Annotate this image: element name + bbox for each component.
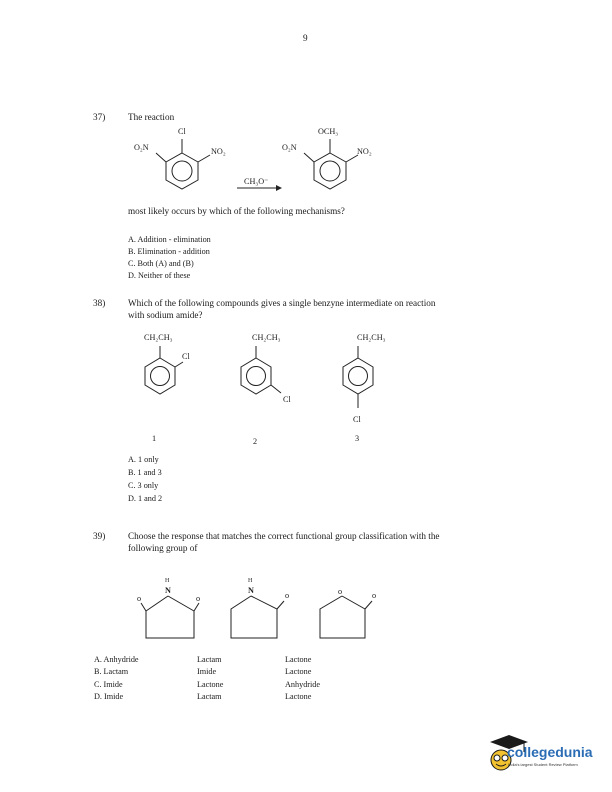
q38-option-d: D. 1 and 2 (128, 494, 163, 503)
q39-answer-c-col1: C. Imide (94, 680, 123, 689)
q39-structure-1-n: N (165, 586, 171, 595)
q37-reactant-o2n: O₂N (134, 143, 149, 152)
q37-reagent: CH₃O⁻ (244, 177, 269, 186)
q39-structure-1-h: H (165, 578, 170, 584)
q39-answer-a-col3: Lactone (285, 655, 312, 664)
q37-option-c: C. Both (A) and (B) (128, 259, 194, 268)
q39-answer-b-col2: Imide (197, 667, 217, 676)
q39-answer-a-col1: A. Anhydride (94, 655, 139, 664)
q38-compound-3-group: CH₂CH₃ (357, 333, 386, 342)
q39-structure-1-o-left: o (137, 594, 142, 603)
q38-option-b: B. 1 and 3 (128, 468, 162, 477)
q39-answer-b-col3: Lactone (285, 667, 312, 676)
q37-product-o2n: O₂N (282, 143, 297, 152)
q39-answer-b-col1: B. Lactam (94, 667, 129, 676)
q37-option-b: B. Elimination - addition (128, 247, 210, 256)
q39-answer-a-col2: Lactam (197, 655, 222, 664)
q37-number: 37) (93, 112, 106, 122)
q39-structure-2-o: o (285, 591, 290, 600)
q37-reactant-cl: Cl (178, 127, 186, 136)
q39-number: 39) (93, 531, 106, 541)
q38-compound-1-cl: Cl (182, 352, 190, 361)
q39-stem-line2: following group of (128, 543, 198, 553)
q39-answer-d-col1: D. Imide (94, 692, 124, 701)
page-number: 9 (303, 33, 308, 43)
q39-structure-1-o-right: o (196, 594, 201, 603)
q37-option-d: D. Neither of these (128, 271, 191, 280)
logo-tagline: India's largest Student Review Platform (508, 762, 578, 767)
q37-reactant-no2: NO₂ (211, 147, 226, 156)
q39-structure-3-o-ring: o (338, 587, 343, 596)
q38-option-a: A. 1 only (128, 455, 159, 464)
logo-wordmark: collegedunia (507, 744, 593, 760)
q37-product-och3: OCH₃ (318, 127, 339, 136)
q38-number: 38) (93, 298, 106, 308)
q37-stem: The reaction (128, 112, 175, 122)
q39-structure-3-o-carbonyl: o (372, 591, 377, 600)
q39-stem-line1: Choose the response that matches the correct functional group classification with the (128, 531, 440, 541)
q38-compound-3-label: 3 (355, 434, 360, 443)
q38-compound-1-group: CH₂CH₃ (144, 333, 173, 342)
q37-question: most likely occurs by which of the following mechanisms? (128, 206, 345, 216)
q37-option-a: A. Addition - elimination (128, 235, 211, 244)
q38-option-c: C. 3 only (128, 481, 159, 490)
q38-stem-line2: with sodium amide? (128, 310, 203, 320)
q38-compound-2-cl: Cl (283, 395, 291, 404)
q38-compound-2-group: CH₂CH₃ (252, 333, 281, 342)
q39-structure-2-h: H (248, 578, 253, 584)
q37-product-no2: NO₂ (357, 147, 372, 156)
q39-answer-c-col3: Anhydride (285, 680, 321, 689)
q38-compound-2-label: 2 (253, 437, 258, 446)
q39-structure-2-n: N (248, 586, 254, 595)
q38-compound-3-cl: Cl (353, 415, 361, 424)
q39-answer-c-col2: Lactone (197, 680, 224, 689)
q38-stem-line1: Which of the following compounds gives a single benzyne intermediate on reaction (128, 298, 436, 308)
q39-answer-d-col3: Lactone (285, 692, 312, 701)
q39-answer-d-col2: Lactam (197, 692, 222, 701)
q38-compound-1-label: 1 (152, 434, 157, 443)
